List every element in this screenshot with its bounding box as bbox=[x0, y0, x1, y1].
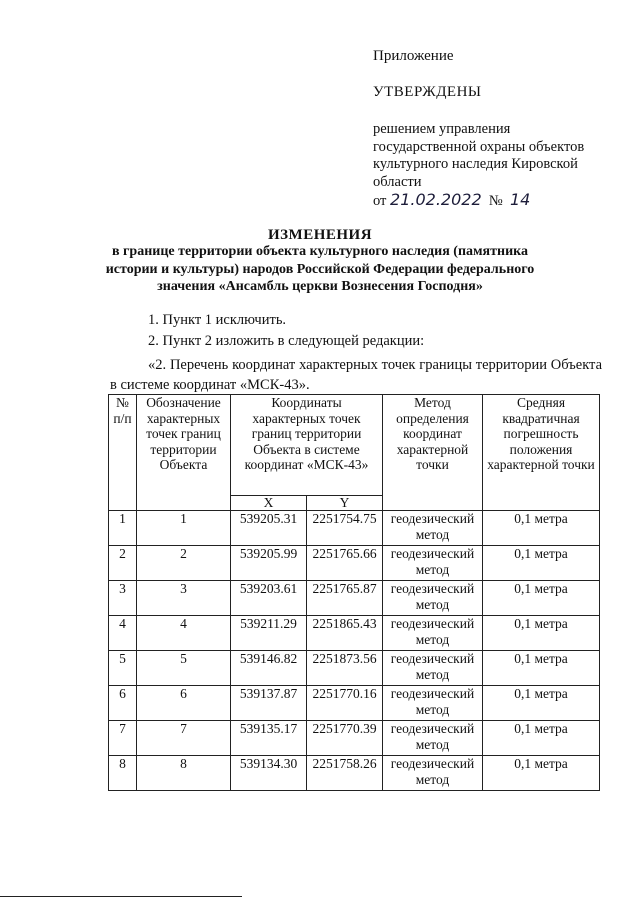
cell-y: 2251873.56 bbox=[307, 651, 383, 686]
cell-point: 3 bbox=[137, 581, 231, 616]
cell-method: геодезический метод bbox=[383, 721, 483, 756]
cell-point: 1 bbox=[137, 511, 231, 546]
table-row bbox=[109, 616, 600, 651]
coordinates-table bbox=[108, 394, 600, 791]
cell-x: 539203.61 bbox=[231, 581, 307, 616]
cell-error: 0,1 метра bbox=[483, 651, 600, 686]
cell-y: 2251754.75 bbox=[307, 511, 383, 546]
cell-error: 0,1 метра bbox=[483, 581, 600, 616]
decision-line: государственной охраны объектов bbox=[373, 138, 585, 155]
cell-error: 0,1 метра bbox=[483, 756, 600, 791]
header-designation: Обозначение характерных точек границ территории Объекта bbox=[137, 395, 231, 511]
decision-line: области bbox=[373, 173, 422, 190]
cell-error: 0,1 метра bbox=[483, 546, 600, 581]
cell-method: геодезический метод bbox=[383, 651, 483, 686]
header-error: Средняя квадратичная погрешность положения характерной точки bbox=[483, 395, 600, 511]
cell-error: 0,1 метра bbox=[483, 511, 600, 546]
header-y: Y bbox=[307, 496, 383, 511]
decision-line: решением управления bbox=[373, 121, 511, 137]
header-method: Метод определения координат характерной точки bbox=[383, 395, 483, 511]
cell-point: 4 bbox=[137, 616, 231, 651]
handwritten-number: 14 bbox=[509, 190, 531, 209]
cell-method: геодезический метод bbox=[383, 616, 483, 651]
table-row bbox=[109, 511, 600, 546]
subtitle-line: истории и культуры) народов Российской Федерации федерального bbox=[105, 261, 535, 277]
appendix-label: Приложение bbox=[373, 48, 454, 64]
cell-x: 539146.82 bbox=[231, 651, 307, 686]
cell-error: 0,1 метра bbox=[483, 686, 600, 721]
number-sign: № bbox=[488, 193, 503, 209]
cell-num: 4 bbox=[109, 616, 137, 651]
decision-block bbox=[373, 121, 623, 191]
paragraph-2: 2. Пункт 2 изложить в следующей редакции: bbox=[148, 333, 425, 349]
cell-point: 7 bbox=[137, 721, 231, 756]
cell-y: 2251765.66 bbox=[307, 546, 383, 581]
cell-num: 1 bbox=[109, 511, 137, 546]
cell-num: 6 bbox=[109, 686, 137, 721]
cell-point: 6 bbox=[137, 686, 231, 721]
table-row bbox=[109, 546, 600, 581]
table-row bbox=[109, 756, 600, 791]
cell-num: 3 bbox=[109, 581, 137, 616]
header-num: № п/п bbox=[109, 395, 137, 511]
cell-point: 5 bbox=[137, 651, 231, 686]
handwritten-date: 21.02.2022 bbox=[390, 190, 482, 209]
subtitle-line: значения «Ансамбль церкви Вознесения Господня» bbox=[157, 279, 483, 294]
cell-point: 2 bbox=[137, 546, 231, 581]
cell-method: геодезический метод bbox=[383, 581, 483, 616]
header-coordinates: Координаты характерных точек границ территории Объекта в системе координат «МСК-43» bbox=[231, 395, 383, 496]
cell-y: 2251865.43 bbox=[307, 616, 383, 651]
table-row bbox=[109, 581, 600, 616]
cell-y: 2251770.39 bbox=[307, 721, 383, 756]
cell-method: геодезический метод bbox=[383, 756, 483, 791]
table-row bbox=[109, 686, 600, 721]
cell-method: геодезический метод bbox=[383, 546, 483, 581]
header-x: X bbox=[231, 496, 307, 511]
cell-y: 2251758.26 bbox=[307, 756, 383, 791]
table-body bbox=[109, 511, 600, 791]
table-row bbox=[109, 721, 600, 756]
cell-x: 539205.99 bbox=[231, 546, 307, 581]
cell-method: геодезический метод bbox=[383, 511, 483, 546]
paragraph-1: 1. Пункт 1 исключить. bbox=[148, 312, 287, 328]
paragraph-3: «2. Перечень координат характерных точек границы территории Объекта в системе координат «МСК-43». bbox=[110, 357, 602, 393]
cell-method: геодезический метод bbox=[383, 686, 483, 721]
table-header-row bbox=[109, 395, 600, 496]
cell-x: 539137.87 bbox=[231, 686, 307, 721]
cell-x: 539135.17 bbox=[231, 721, 307, 756]
subtitle-line: в границе территории объекта культурного наследия (памятника bbox=[112, 244, 528, 259]
cell-error: 0,1 метра bbox=[483, 721, 600, 756]
cell-point: 8 bbox=[137, 756, 231, 791]
approved-label: УТВЕРЖДЕНЫ bbox=[373, 84, 482, 100]
cell-x: 539211.29 bbox=[231, 616, 307, 651]
cell-num: 5 bbox=[109, 651, 137, 686]
document-subtitle bbox=[95, 243, 545, 296]
decision-line: культурного наследия Кировской bbox=[373, 156, 578, 172]
footer-divider bbox=[0, 896, 242, 897]
cell-x: 539205.31 bbox=[231, 511, 307, 546]
cell-x: 539134.30 bbox=[231, 756, 307, 791]
date-line bbox=[373, 190, 530, 210]
date-prefix: от bbox=[373, 193, 387, 209]
table-row bbox=[109, 651, 600, 686]
cell-num: 2 bbox=[109, 546, 137, 581]
cell-num: 7 bbox=[109, 721, 137, 756]
document-title: ИЗМЕНЕНИЯ bbox=[267, 227, 373, 243]
cell-y: 2251770.16 bbox=[307, 686, 383, 721]
cell-num: 8 bbox=[109, 756, 137, 791]
cell-error: 0,1 метра bbox=[483, 616, 600, 651]
cell-y: 2251765.87 bbox=[307, 581, 383, 616]
